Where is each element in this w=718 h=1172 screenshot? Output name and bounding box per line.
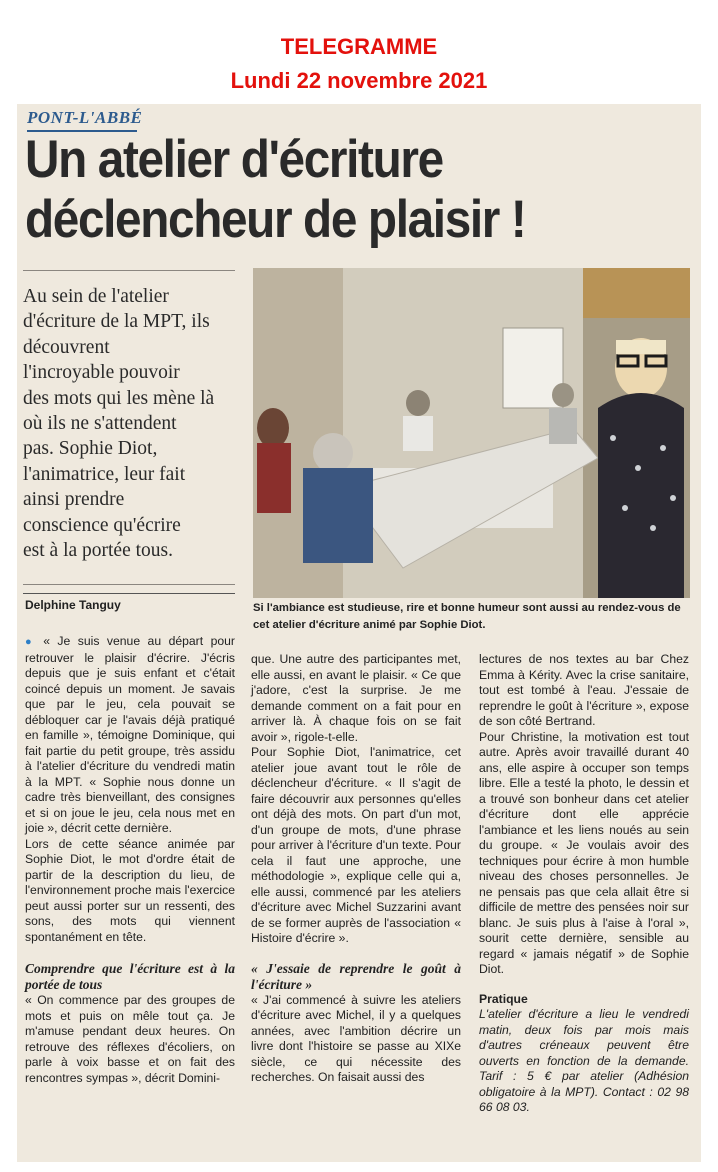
intro-top-rule [23, 270, 235, 271]
intro-line: l'animatrice, leur fait [23, 463, 186, 485]
newspaper-clipping [17, 104, 701, 1162]
article-photo [253, 268, 690, 598]
paragraph: lectures de nos textes au bar Chez Emma à Kérity. Avec la crise sanitaire, tout est tombé à l'eau. J'essaie de reprendre le goût à l'écriture », expose de son côté Bertrand. [479, 652, 689, 728]
paragraph: « On commence par des groupes de mots et puis on mêle tout ça. Je m'amuse pendant deux heures. On retrouve des réflexes d'écoliers, on parle à voix basse et on fait des rencontres sympas », décrit Domini- [25, 993, 235, 1085]
newspaper-name: TELEGRAMME [280, 34, 438, 59]
intro-line: conscience qu'écrire [23, 514, 181, 536]
column-2 [251, 652, 461, 1086]
bullet-icon: ● [25, 636, 36, 648]
headline-line-2: déclencheur de plaisir ! [25, 190, 526, 249]
intro-line: ainsi prendre [23, 489, 125, 511]
byline: Delphine Tanguy [25, 598, 121, 612]
publication-date: Lundi 22 novembre 2021 [230, 68, 488, 93]
column-1 [25, 634, 235, 1086]
paragraph: que. Une autre des participantes met, elle aussi, en avant le plaisir. « Ce que j'adore, c'est la surprise. Je me demande comment on a fait pour en arriver là. À chaque fois on se fait avoir », rigole-t-elle. [251, 652, 461, 744]
intro-line: des mots qui les mène là [23, 387, 215, 409]
paragraph: Pour Sophie Diot, l'animatrice, cet atelier joue avant tout le rôle de déclencheur d'écriture. « Il s'agit de faire découvrir aux personnes qu'elles ont déjà des mots. On part d'un mot, d'un groupe de mots, d'une phrase pour arriver à l'écriture d'un texte. Pour cela il faut une approche, une méthodologie », explique celle qui a, elle aussi, commencé par les ateliers d'écriture avec Michel Suzzarini avant de se former auprès de l'association « Histoire d'écrire ». [251, 745, 461, 945]
workshop-photo-illustration [253, 268, 690, 598]
subheading: Comprendre que l'écriture est à la portée de tous [25, 961, 235, 992]
intro-line: pas. Sophie Diot, [23, 438, 158, 460]
section-label: PONT-L'ABBÉ [27, 108, 143, 127]
intro-line: où ils ne s'attendent [23, 413, 177, 435]
paragraph: « J'ai commencé à suivre les ateliers d'écriture avec Michel, il y a quelques années, avec l'ambition décrire un livre dont l'histoire se passe au XIXe siècle, ce qui nécessite des recherches. On faisait aussi des [251, 992, 461, 1084]
byline-rule [23, 593, 235, 594]
column-3 [479, 652, 689, 1116]
paragraph: Pour Christine, la motivation est tout autre. Après avoir travaillé durant 40 ans, elle aspire à occuper son temps libre. Elle a testé la photo, le dessin et a trouvé son bonheur dans cet atelier d'écriture dont elle apprécie l'ambiance et les liens noués au sein du groupe. « Je voulais avoir des techniques pour écrire à mon humble niveau des choses personnelles. Je ne pensais pas que cela allait être si difficile de mettre des pensées noir sur blanc. Je suis plus à l'aise à l'oral », sourit cette dernière, sensible au regard « jamais négatif » de Sophie Diot. [479, 729, 689, 976]
intro-bottom-rule [23, 584, 235, 585]
paragraph: Lors de cette séance animée par Sophie Diot, le mot d'ordre était de partir de la description du lieu, de l'environnement proche mais l'exercice peut aussi porter sur un ressenti, des sons, des mots qui viennent spontanément en tête. [25, 836, 235, 944]
paragraph [25, 634, 235, 837]
intro-line: d'écriture de la MPT, ils [23, 311, 210, 333]
headline [25, 130, 619, 250]
pratique-body: L'atelier d'écriture a lieu le vendredi matin, deux fois par mois mais d'autres créneaux peuvent être ouverts en fonction de la demande. Tarif : 5 € par atelier (Adhésion obligatoire à la MPT). Contact : 02 98 66 08 03. [479, 1007, 689, 1114]
paragraph-text: « Je suis venue au départ pour retrouver le plaisir d'écrire. J'écris depuis que je suis enfant et c'était coincé depuis un moment. Je savais que par le jeu, cela pouvait se débloquer car je l'avais déjà pratiqué en famille », témoigne Dominique, qui fait partie du petit groupe, très assidu à l'atelier d'écriture du vendredi matin à la MPT. « Sophie nous donne un cadre très bienveillant, des consignes et si on joue le jeu, cela nous met en joie », décrit cette dernière. [25, 634, 235, 835]
pratique-title: Pratique [479, 991, 528, 1006]
intro-line: Au sein de l'atelier [23, 286, 169, 307]
intro-line: l'incroyable pouvoir [23, 362, 180, 384]
intro-lead [23, 284, 238, 563]
subheading: « J'essaie de reprendre le goût à l'écriture » [251, 960, 461, 992]
photo-caption: Si l'ambiance est studieuse, rire et bonne humeur sont aussi au rendez-vous de cet atelier d'écriture animé par Sophie Diot. [253, 602, 681, 631]
intro-line: est à la portée tous. [23, 540, 173, 562]
headline-line-1: Un atelier d'écriture [25, 130, 443, 189]
intro-line: découvrent [23, 336, 110, 358]
